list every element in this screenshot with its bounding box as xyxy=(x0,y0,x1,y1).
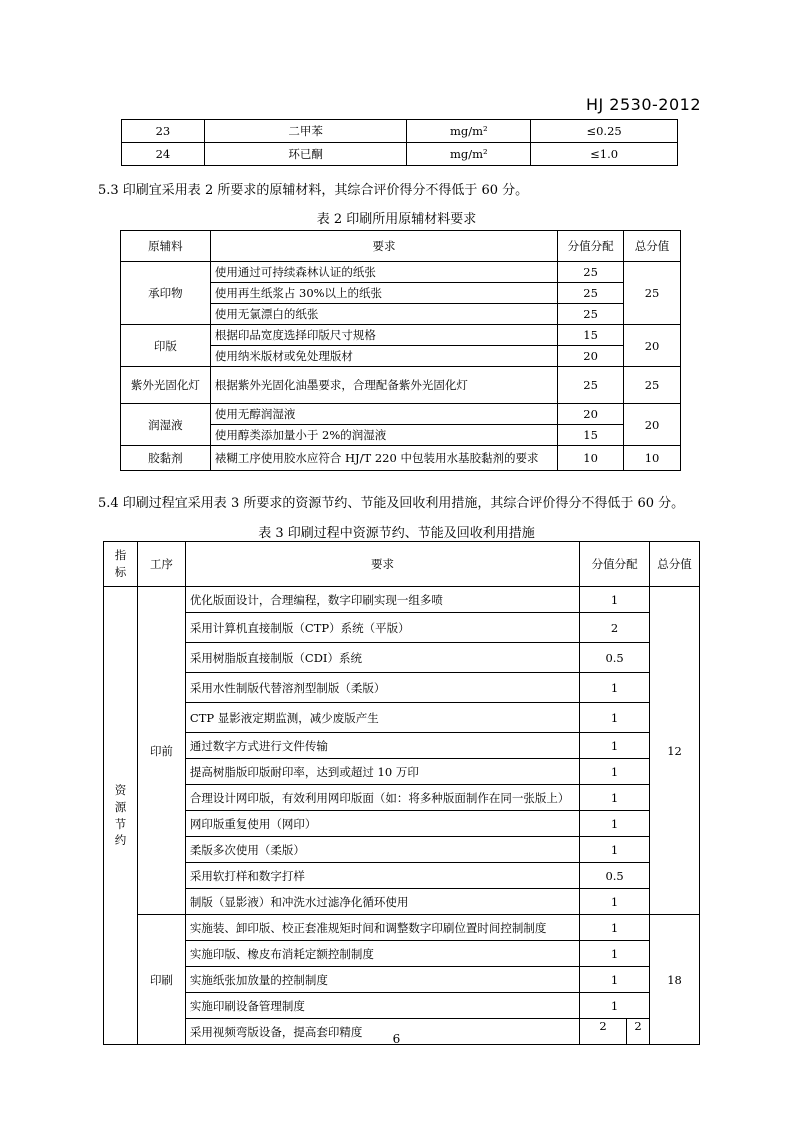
total-score: 25 xyxy=(624,262,681,325)
table-row xyxy=(104,673,700,703)
requirement: 使用无醇润湿液 xyxy=(210,404,557,425)
table-row xyxy=(121,367,681,404)
requirement: 采用水性制版代替溶剂型制版（柔版） xyxy=(185,673,579,703)
score: 1 xyxy=(580,703,650,733)
material-name: 胶黏剂 xyxy=(121,446,211,471)
requirement: 提高树脂版印版耐印率，达到或超过 10 万印 xyxy=(185,759,579,785)
table-row xyxy=(121,404,681,425)
table-row xyxy=(104,941,700,967)
indicator-char: 源 xyxy=(114,799,127,814)
row-number: 23 xyxy=(122,120,205,143)
table-row xyxy=(104,967,700,993)
score: 0.5 xyxy=(580,643,650,673)
score: 15 xyxy=(558,325,624,346)
requirement: 使用纳米版材或免处理版材 xyxy=(210,346,557,367)
table-row xyxy=(104,643,700,673)
score: 1 xyxy=(580,785,650,811)
section-5-4-text: 5.4 印刷过程宜采用表 3 所要求的资源节约、节能及回收利用措施，其综合评价得分不得低于 60 分。 xyxy=(98,496,685,511)
score: 1 xyxy=(580,759,650,785)
previous-table-continuation xyxy=(121,119,678,166)
requirement: 制版（显影液）和冲洗水过滤净化循环使用 xyxy=(185,889,579,915)
table-row xyxy=(104,863,700,889)
score: 1 xyxy=(580,889,650,915)
requirement: 使用通过可持续森林认证的纸张 xyxy=(210,262,557,283)
process-prepress: 印前 xyxy=(137,587,185,915)
row-number: 24 xyxy=(122,143,205,166)
total-score: 12 xyxy=(650,587,700,915)
score: 1 xyxy=(580,993,650,1019)
table-row xyxy=(104,811,700,837)
score: 1 xyxy=(580,733,650,759)
table-row xyxy=(121,262,681,283)
score: 25 xyxy=(558,262,624,283)
total-score: 10 xyxy=(624,446,681,471)
header-indicator-line2: 标 xyxy=(114,565,127,579)
table-row xyxy=(104,889,700,915)
score: 1 xyxy=(580,967,650,993)
header-requirement: 要求 xyxy=(185,542,579,587)
table-header-row xyxy=(104,542,700,587)
score: 25 xyxy=(558,367,624,404)
score: 1 xyxy=(580,915,650,941)
requirement: 裱糊工序使用胶水应符合 HJ/T 220 中包装用水基胶黏剂的要求 xyxy=(210,446,557,471)
substance-name: 二甲苯 xyxy=(204,120,407,143)
unit: mg/m² xyxy=(407,143,531,166)
requirement: 根据紫外光固化油墨要求，合理配备紫外光固化灯 xyxy=(210,367,557,404)
table3-resource-saving xyxy=(103,541,700,1045)
header-requirement: 要求 xyxy=(210,231,557,262)
table2-materials xyxy=(120,230,681,471)
header-score: 分值分配 xyxy=(558,231,624,262)
score: 1 xyxy=(580,587,650,613)
table-row xyxy=(104,993,700,1019)
material-name: 润湿液 xyxy=(121,404,211,446)
requirement: 实施装、卸印版、校正套准规矩时间和调整数字印刷位置时间控制制度 xyxy=(185,915,579,941)
indicator-cell xyxy=(104,587,138,1045)
total-score: 25 xyxy=(624,367,681,404)
requirement: 合理设计网印版，有效利用网印版面（如：将多种版面制作在同一张版上） xyxy=(185,785,579,811)
requirement: 通过数字方式进行文件传输 xyxy=(185,733,579,759)
header-total: 总分值 xyxy=(624,231,681,262)
score: 1 xyxy=(580,811,650,837)
requirement: 使用醇类添加量小于 2%的润湿液 xyxy=(210,425,557,446)
table-row xyxy=(104,587,700,613)
requirement: 使用无氯漂白的纸张 xyxy=(210,304,557,325)
header-material: 原辅料 xyxy=(121,231,211,262)
section-5-3-text: 5.3 印刷宜采用表 2 所要求的原辅材料，其综合评价得分不得低于 60 分。 xyxy=(98,183,529,198)
requirement: 优化版面设计，合理编程，数字印刷实现一组多喷 xyxy=(185,587,579,613)
requirement: 柔版多次使用（柔版） xyxy=(185,837,579,863)
score: 1 xyxy=(580,941,650,967)
standard-code: HJ 2530-2012 xyxy=(585,95,701,114)
total-score: 20 xyxy=(624,325,681,367)
table2-caption: 表 2 印刷所用原辅材料要求 xyxy=(316,212,477,227)
table-row xyxy=(104,613,700,643)
header-score: 分值分配 xyxy=(580,542,650,587)
requirement: 实施印刷设备管理制度 xyxy=(185,993,579,1019)
score: 0.5 xyxy=(580,863,650,889)
limit-value: ≤0.25 xyxy=(531,120,678,143)
requirement: 采用软打样和数字打样 xyxy=(185,863,579,889)
header-process: 工序 xyxy=(137,542,185,587)
process-printing: 印刷 xyxy=(137,915,185,1045)
score-extra: 2 xyxy=(634,1019,642,1033)
score: 10 xyxy=(558,446,624,471)
table-row xyxy=(121,446,681,471)
requirement: 根据印品宽度选择印版尺寸规格 xyxy=(210,325,557,346)
indicator-char: 节 xyxy=(114,816,127,831)
score: 20 xyxy=(558,404,624,425)
score: 1 xyxy=(580,673,650,703)
table3-caption: 表 3 印刷过程中资源节约、节能及回收利用措施 xyxy=(258,526,535,541)
table-row xyxy=(104,759,700,785)
table-header-row xyxy=(121,231,681,262)
requirement: 实施纸张加放量的控制制度 xyxy=(185,967,579,993)
score: 2 xyxy=(580,613,650,643)
requirement: 采用树脂版直接制版（CDI）系统 xyxy=(185,643,579,673)
requirement: CTP 显影液定期监测，减少废版产生 xyxy=(185,703,579,733)
score: 25 xyxy=(558,283,624,304)
score: 2 xyxy=(580,1019,627,1044)
score: 15 xyxy=(558,425,624,446)
material-name: 印版 xyxy=(121,325,211,367)
substance-name: 环已酮 xyxy=(204,143,407,166)
requirement: 使用再生纸浆占 30%以上的纸张 xyxy=(210,283,557,304)
table-row xyxy=(122,120,678,143)
table-row xyxy=(104,733,700,759)
table-row xyxy=(104,837,700,863)
table-row xyxy=(104,785,700,811)
page-number: 6 xyxy=(392,1032,401,1046)
score: 20 xyxy=(558,346,624,367)
material-name: 承印物 xyxy=(121,262,211,325)
table-row xyxy=(122,143,678,166)
unit: mg/m² xyxy=(407,120,531,143)
requirement: 实施印版、橡皮布消耗定额控制制度 xyxy=(185,941,579,967)
requirement: 网印版重复使用（网印） xyxy=(185,811,579,837)
header-total: 总分值 xyxy=(650,542,700,587)
table-row xyxy=(121,325,681,346)
header-indicator-line1: 指 xyxy=(114,548,127,563)
score: 25 xyxy=(558,304,624,325)
table-row xyxy=(104,703,700,733)
header-indicator xyxy=(104,542,138,587)
indicator-char: 约 xyxy=(114,833,127,848)
requirement: 采用计算机直接制版（CTP）系统（平版） xyxy=(185,613,579,643)
limit-value: ≤1.0 xyxy=(531,143,678,166)
score: 1 xyxy=(580,837,650,863)
indicator-char: 资 xyxy=(114,783,127,798)
material-name: 紫外光固化灯 xyxy=(121,367,211,404)
total-score: 20 xyxy=(624,404,681,446)
requirement: 采用视频弯版设备，提高套印精度 xyxy=(185,1019,579,1045)
total-score: 18 xyxy=(650,915,700,1045)
table-row xyxy=(104,915,700,941)
